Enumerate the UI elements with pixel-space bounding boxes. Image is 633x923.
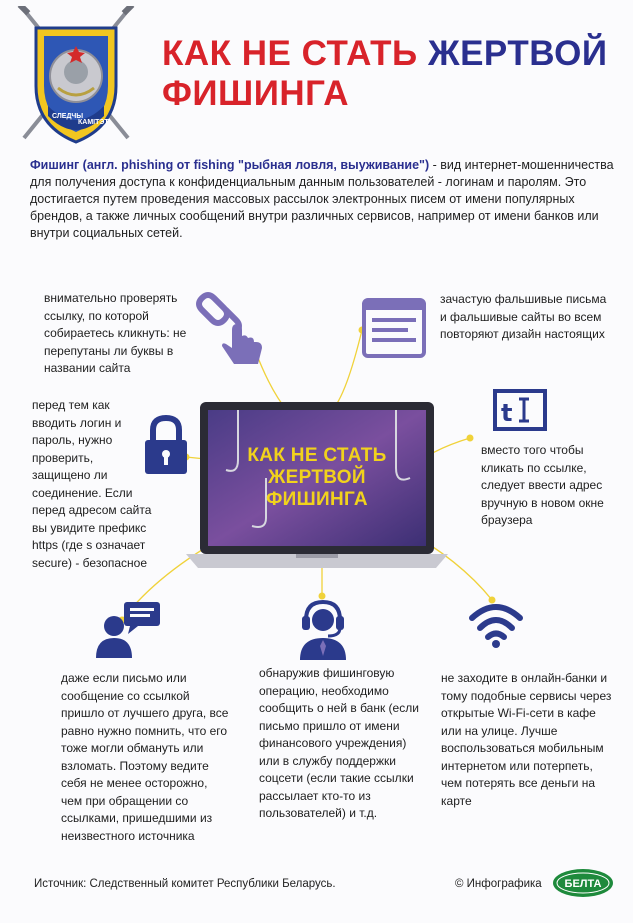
tip-wifi: не заходите в онлайн-банки и тому подобные сервисы через открытые Wi-Fi-сети в кафе или на улице. Лучше воспользоваться мобильным интернетом или потерпеть, чем потерять все деньги на карте (441, 671, 612, 808)
text-cursor-icon (493, 389, 547, 433)
title-part-red: КАК НЕ СТАТЬ (162, 34, 418, 73)
intro-text: - вид интернет-мошенничества для получения доступа к конфиденциальным данным пользователей - логинам и паролям. Это достигается путем проведения массовых рассылок электронных писем от имени популярных брендов, а также личных сообщений внутри различных сервисов, например от имени банков или внутри социальных сетей. (30, 158, 614, 240)
tip-check-link: внимательно проверять ссылку, по которой собираетесь кликнуть: не перепутаны ли буквы в названии сайта (44, 291, 187, 375)
title-line-2: ФИШИНГА (162, 74, 350, 113)
tip-report: обнаружив фишинговую операцию, необходимо сообщить о ней в банк (если письмо пришло от имени финансового учреждения) или в службу поддержки соцсети (если такие ссылки рассылает кто-то из пользователей) и т.д. (259, 666, 419, 820)
emblem-text-left: СЛЕДЧЫ (52, 113, 84, 120)
chain-link-icon (196, 290, 268, 368)
svg-text:t: t (501, 399, 513, 427)
laptop-line-3: ФИШИНГА (266, 489, 368, 510)
padlock-icon (143, 414, 189, 476)
laptop-line-1: КАК НЕ СТАТЬ (247, 445, 387, 466)
tip-fake-sites: зачастую фальшивые письма и фальшивые сайты во всем повторяют дизайн настоящих (440, 292, 607, 341)
emblem-text-right: КАМІТЭТ (78, 119, 109, 126)
tip-https: перед тем как вводить логин и пароль, нужно проверить, защищено ли соединение. Если перед адресом сайта вы увидите префикс https (где s означает secure) - безопасное (32, 398, 152, 570)
title-part-blue: ЖЕРТВОЙ (427, 34, 608, 73)
wifi-icon (468, 600, 524, 648)
tip-manual-address: вместо того чтобы кликать по ссылке, следует ввести адрес вручную в новом окне браузера (481, 443, 604, 527)
belta-logo (552, 868, 614, 898)
intro-term: Фишинг (англ. phishing от fishing "рыбная ловля, выуживание") (30, 158, 430, 172)
copyright-note: © Инфографика (455, 878, 542, 890)
web-page-icon (362, 298, 426, 358)
laptop-line-2: ЖЕРТВОЙ (268, 467, 366, 488)
laptop-screen-title (186, 445, 448, 511)
chat-user-icon (94, 600, 164, 658)
pointing-hand-icon (222, 324, 262, 364)
source-note: Источник: Следственный комитет Республики Беларусь. (34, 878, 336, 890)
support-headset-icon (296, 596, 350, 660)
belta-logo-text: БЕЛТА (564, 878, 602, 890)
tip-friend-message: даже если письмо или сообщение со ссылкой пришло от лучшего друга, все равно нужно помнить, что его тоже могли обмануть или взломать. Поэтому ведите себя не менее осторожно, чем при обращении со ссылками, пришедшими из неизвестного источника (61, 671, 229, 843)
